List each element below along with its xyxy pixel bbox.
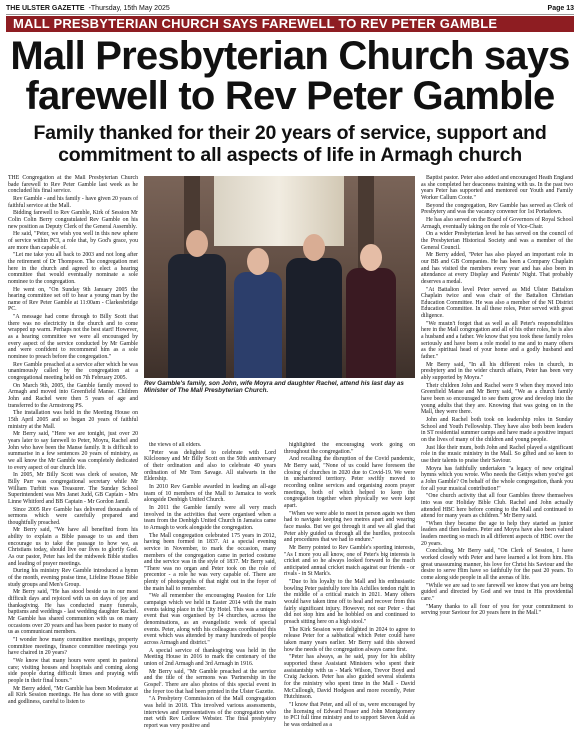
publication-name: THE ULSTER GAZETTE <box>6 5 85 12</box>
paragraph: "We all remember the encouraging Passion for Life campaign which we held in Easter 2014 with the main events taking place in the City Hotel. This was a unique event that was organised by 14 churches, across the denominations, as an evangelistic week of special events. Peter, along with his colleagues coordinated this event which was attended by many hundreds of people across Armagh and district." <box>144 593 276 647</box>
paragraph: Rev Gamble preached at a service after which he was unanimously called by the congregation at a congregational meeting held on 7th February 2005. <box>8 361 138 382</box>
paragraph: "Peter has always, as he said, pray for his ability supported these Assistant Ministers who spent their assistantship with us - Mark Wilson, Trevor Boyd and Craig Jackson. Peter has also guided several students for the ministry who spent time in the Mall - David McCullough, David Hodgson and more recently, Peter Hutchinson. <box>284 654 415 701</box>
headline: Mall Presbyterian Church says farewell to Rev Peter Gamble <box>10 34 570 118</box>
paragraph: Beyond the congregation, Rev Gamble has served as Clerk of Presbytery and was the vacancy convener for 1st Portadown. <box>421 202 573 216</box>
photo-caption: Rev Gamble's family, son John, wife Moyra and daughter Rachel, attend his last day as Minister of The Mall Presbyterian Church. <box>144 380 404 395</box>
page-number: Page 13 <box>547 5 574 12</box>
section-banner: MALL PRESBYTERIAN CHURCH SAYS FAREWELL TO REV PETER GAMBLE <box>6 16 574 32</box>
paragraph: Since 2005 Rev Gamble has delivered thousands of sermons which were carefully prepared and thoughtfully preached. <box>8 506 138 526</box>
paragraph: The installation was held in the Meeting House on 15th April 2005 and so began 20 years of faithful ministry at the Mall. <box>8 410 138 430</box>
paragraph: Mr Berry said, "Mr Gamble preached at the service and the title of the sermons was 'Partnership in the Gospel'. There are also photos of this special event in the foyer too that had been printed in the Ulster Gazette. <box>144 668 276 695</box>
paragraph: During his ministry Rev Gamble introduced a hymn of the month, evening praise time, Lifeline House Bible study groups and Men's Group. <box>8 568 138 588</box>
person-son <box>166 228 228 378</box>
paragraph: On March 9th, 2005, the Gamble family moved to Armagh and moved into Greenfield Manse. Children John and Rachel were then 5 years of age and transferred to the Armstrong PS. <box>8 382 138 409</box>
person-daughter <box>344 242 398 378</box>
paragraph: "We know that many hours were spent in pastoral care; visiting houses and hospitals and coming along side people during difficult times and praying with people in their final hours." <box>8 657 138 684</box>
paragraph: He went on, "On Sunday 9th January 2005 the hearing committee set off to hear a young man by the name of Rev Peter Gamble at 11:00am - Clarkesbridge PC. <box>8 286 138 313</box>
article-column-3 <box>284 442 415 730</box>
paragraph: Mr Berry said, "In all his different roles in church, in presbytery and in the wider church affairs, Peter has been very ably supported by Moyra." <box>421 361 573 382</box>
paragraph: "Many thanks to all four of you for your commitment to serving your Saviour for 20 years here in the Mall." <box>421 603 573 617</box>
paragraph: "I wonder how many committee meetings, property committee meetings, finance committee meetings you have chaired in 20 years? <box>8 636 138 657</box>
paragraph: Mr Berry pointed to Rev Gamble's sporting interests, "As I more you all know, one of Peter's big interests is cricket and so he always looked forward to the much anticipated annual cricket match against our friends - or rivals - in St Mark's. <box>284 544 415 578</box>
paragraph: "We mustn't forget that as well as all Peter's responsibilities here in the Mall congregation and all of his other roles, he is also a husband and a father. We know that you took these family roles seriously and have been a role model to me and to many others as the spiritual head of your home and a godly husband and father." <box>421 320 573 361</box>
paragraph: "One church activity that all four Gambles threw themselves into was our Holiday Bible Club. Rachel and John actually attended HBC here before coming to the Mall and continued to attend for many years as children." Mr Berry said. <box>421 493 573 520</box>
paragraph: "When we were able to meet in person again we then had to navigate keeping two metres apart and wearing face masks. But we got through it and we all glad that Peter ably guided us through all the hurdles, protocols and procedures that we had to endure." <box>284 510 415 544</box>
issue-date: -Thursday, 15th May 2025 <box>88 5 170 12</box>
paragraph: Mr Berry said, "Here we are tonight, just over 20 years later to say farewell to Peter, Moyra, Rachel and John who have been the Manse family. It is difficult to summarise in a few sentences 20 years of ministry, as we all know the Mr Gamble was completely dedicated to every aspect of our church life. <box>8 431 138 471</box>
article-column-4 <box>421 175 573 730</box>
paragraph: "I know that Peter, and all of us, were encouraged by the licensing of Edward Fraser and John Montgomery to PCI full time ministry and to support Steven Auld as he was ordained as a <box>284 701 415 728</box>
paragraph: In 2011 the Gamble family were all very much involved in the activities that were organised when a team from the Denbigh United Church in Jamaica came to Armagh to work alongside the congregation. <box>144 504 276 531</box>
paragraph: Mr Berry said, "He has stood beside us in our most difficult days and rejoiced with us on days of joy and thanksgiving. He has conducted many funerals, baptisms and weddings - last wedding daughter Rachel. Mr Gamble has shared communion with us on many occasions over 20 years and has been pastor to many of us as communicant members. <box>8 589 138 636</box>
article-column-1 <box>8 175 138 730</box>
paragraph: In 2010 Rev Gamble awarded in leading an all-age team of 10 members of the Mall to Jamaica to work alongside Denbigh United Church. <box>144 483 276 504</box>
paragraph: Concluding, Mr Berry said, "On Clerk of Session, I have worked closely with Peter and have learned a lot from him. His great unassuming manner, his love for Christ his Saviour and the desire to serve Him have so faithfully for the past 20 years. To come along side people in all the arenas of life. <box>421 548 573 582</box>
paragraph: He said, "Peter, we wish you well in this new sphere of service within PCI, a role that, by God's grace, you are more than capable of. <box>8 231 138 251</box>
article-column-2 <box>144 442 276 730</box>
family-photo <box>144 176 415 378</box>
paragraph: And recalling the disruption of the Covid pandemic, Mr Berry said, "None of us could have foreseen the closing of churches in 2020 due to Covid-19. We were in unchartered territory. Peter swiftly moved to recording online services and organising zoom prayer meetings, both of which helped to keep the congregation together when physically we were kept apart. <box>284 456 415 509</box>
page-header <box>6 3 574 15</box>
paragraph: He has also served on the Board of Governors of Royal School Armagh, eventually taking on the role of Vice-Chair. <box>421 216 573 230</box>
person-wife <box>232 246 284 378</box>
paragraph: The Kirk Session were delighted in 2024 to agree to release Peter for a sabbatical which Peter could have taken many years earlier. Mr Berry said this showed how the needs of the congregation always came first. <box>284 626 415 653</box>
paragraph: Bidding farewell to Rev Gamble, Kirk of Session Mr Colin Colin Berry congratulated Rev Gamble on his new position as Deputy Clerk of the General Assembly. <box>8 210 138 230</box>
paragraph: In 2005, Mr Billy Scott was clerk of session, Mr Billy Parr was congregational secretary while Mr William Turbitt was Treasurer. The Sunday School Superintendent was Mrs Janet Judd, GB Captain - Mrs Linne Whitford and BB Captain - Mr Gordon Jamil. <box>8 472 138 505</box>
paragraph: "While we are sad to see farewell we know that you are being guided and directed by God and we trust in His providential care." <box>421 582 573 603</box>
paragraph: Rev Gamble - and his family - have given 20 years of faithful service at the Mall. <box>8 195 138 209</box>
paragraph: Just like their mum, both John and Rachel played a significant role in the music ministry in the Mall. So gifted and so keen to use their talents to praise their Saviour. <box>421 444 573 464</box>
paragraph: "Let me take you all back to 2003 and not long after the retirement of Dr Thompson. The congregation met here in the church and agreed to elect a hearing committee that would eventually nominate a sole nominee to the congregation. <box>8 252 138 285</box>
paragraph: Mr Berry said, "We have all benefited from his ability to explain a Bible passage to us and then encourage us to take the passage to how we, as Christians today, should live our lives to glorify God. As our pastor, Peter has led the midweek Bible studies and leading of prayer meetings. <box>8 527 138 567</box>
standfirst: Family thanked for their 20 years of service, support and commitment to all aspects of life in Armagh church <box>33 122 547 166</box>
paragraph: "When they became the age to help they started as junior leaders and then leaders. Peter and Moyra have also been valued leaders meeting so much in all different aspects of HBC over the 20 years. <box>421 520 573 547</box>
paragraph: the views of all elders. <box>149 442 202 448</box>
paragraph: Mr Berry added, "Mr Gamble has been Moderator at all Kirk Session meetings. He has done so with grace and godliness, careful to listen to <box>8 685 138 705</box>
paragraph: Baptist pastor. Peter also added and encouraged Heath England as she completed her deaconess training with us. In the past two years Peter has supported and mentored our Youth and Family Worker Callum Coote." <box>421 175 573 201</box>
paragraph: "Peter was delighted to celebrate with Lord Kilclooney and Mr Billy Scott on the 50th anniversary of their ordination and also to celebrate 40 years ordination of Mr Tom Savage. All stalwarts in the Eldership. <box>144 449 276 483</box>
paragraph: Their children John and Rachel were 9 when they moved into Greenfield Manse and Mr Berry said, "We as a church family have been so encouraged to see them grow and develop into the young adults that they are. Knowing that was going on in the Mall, they were there. <box>421 382 573 416</box>
paragraph: THE Congregation at the Mall Presbyterian Church bade farewell to Rev Peter Gamble last week as he concluded his final service. <box>8 175 138 195</box>
paragraph: "Due to his loyalty to the Mall and his enthusiastic bowling Peter painfully tore his Achilles tendon right in the middle of a critical match in 2021. Many others would have taken time off to heal and recover from this fairly significant injury. However, not our Peter - that did not stop him and he hobbled on and continued to preach sitting here on a high stool." <box>284 579 415 626</box>
paragraph: highlighted the encouraging work going on throughout the congregation." <box>284 442 415 455</box>
paragraph: On a wider Presbyterian level he has served on the council of the Presbyterian Historical Society and was a member of the General Council. <box>421 231 573 251</box>
paragraph: "A Presbytery Commission of the Mall congregation was held in 2018. This involved various assessments, interviews and representatives of the congregation who met with Rev Ledlow Webster. The final presbytery report was very positive and <box>144 696 276 729</box>
paragraph: "At Battalion level Peter served as Mid Ulster Battalion Chaplain twice and was chair of the Battalion Christian Education Committee. He was also a member of the NI District Education Committee. In all these roles, Peter served with great diligence. <box>421 286 573 320</box>
paragraph: The Mall congregation celebrated 175 years in 2012, having been formed in 1837. At a special evening service in November, to mark the occasion, many members of the congregation came in period costume and the service was in the style of 1837. Mr Berry said, "There was no organ and Peter took on the role of precentor - a role he was very capable of. There are plenty of photographs of that night out in the foyer of the main hall to remember. <box>144 532 276 592</box>
paragraph: "A message had come through to Billy Scott that there was no electricity in the church and to come wrapped up warm. Perhaps not the best start! However, as a hearing committee we were all encouraged by every aspect of the service conducted by Mr Gamble and were confident to recommend him as a sole nominee to preach before the congregation." <box>8 314 138 361</box>
person-minister <box>284 232 344 378</box>
paragraph: Mr Berry added, "Peter has also played an important role in our BB and GB Companies. He has been a Company Chaplain and has visited the members every year and has also been in attendance at every Display and Parents' Night. That probably deserves a medal. <box>421 252 573 285</box>
paragraph: Moyra has faithfully undertaken "a legacy of new original hymns which you wrote. Who needs the Gettys when you've got a John Gamble? On behalf of the whole congregation, thank you for all your musical contribution!" <box>421 465 573 492</box>
paragraph: A special service of thanksgiving was held in the Meeting House in 2016 to mark the centenary of the union of 2nd Armagh and 3rd Armagh in 1916. <box>144 647 276 667</box>
paragraph: John and Rachel both took on leadership roles in Sunday School and Youth Fellowship. They have also both been leaders in ST residential summer camps and have made a positive impact on the lives of many of the children and young people. <box>421 416 573 443</box>
